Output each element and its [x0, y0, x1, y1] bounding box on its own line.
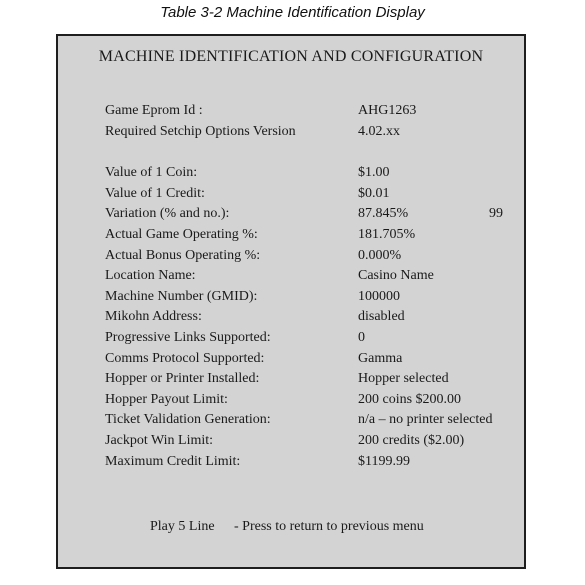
hopper-payout-limit-value: 200 coins $200.00	[358, 391, 462, 407]
progressive-links-value: 0	[358, 329, 365, 345]
row-coin-value	[105, 163, 505, 184]
mikohn-address-label: Mikohn Address:	[105, 309, 202, 325]
setchip-version-value: 4.02.xx	[358, 123, 400, 139]
return-hint: - Press to return to previous menu	[234, 519, 424, 534]
variation-number: 99	[489, 206, 503, 222]
row-hopper-payout-limit	[105, 390, 505, 411]
machine-id-screen	[56, 34, 526, 569]
row-game-operating	[105, 225, 505, 246]
coin-value-label: Value of 1 Coin:	[105, 165, 198, 181]
row-machine-number	[105, 287, 505, 308]
game-operating-label: Actual Game Operating %:	[105, 226, 258, 242]
max-credit-limit-value: $1199.99	[358, 453, 410, 469]
comms-protocol-label: Comms Protocol Supported:	[105, 350, 265, 366]
variation-label: Variation (% and no.):	[105, 206, 230, 222]
row-mikohn-address	[105, 307, 505, 328]
row-credit-value	[105, 184, 505, 205]
game-eprom-id-label: Game Eprom Id :	[105, 103, 203, 118]
hopper-payout-limit-label: Hopper Payout Limit:	[105, 391, 228, 407]
hopper-printer-value: Hopper selected	[358, 371, 449, 387]
hopper-printer-label: Hopper or Printer Installed:	[105, 371, 260, 387]
row-comms-protocol	[105, 349, 505, 370]
table-caption: Table 3-2 Machine Identification Display	[160, 4, 425, 21]
game-eprom-id-value: AHG1263	[358, 103, 417, 118]
bonus-operating-value: 0.000%	[358, 247, 402, 263]
row-progressive-links	[105, 328, 505, 349]
row-ticket-validation	[105, 410, 505, 431]
screen-title: MACHINE IDENTIFICATION AND CONFIGURATION	[98, 48, 484, 65]
comms-protocol-value: Gamma	[358, 350, 403, 366]
jackpot-win-limit-value: 200 credits ($2.00)	[358, 432, 465, 448]
ticket-validation-label: Ticket Validation Generation:	[105, 412, 271, 428]
coin-value-value: $1.00	[358, 165, 390, 181]
setchip-version-label: Required Setchip Options Version	[105, 123, 296, 139]
play-5-line-button-label[interactable]: Play 5 Line	[150, 519, 215, 534]
row-setchip-version	[105, 122, 505, 143]
row-location-name	[105, 266, 505, 287]
row-jackpot-win-limit	[105, 431, 505, 452]
progressive-links-label: Progressive Links Supported:	[105, 329, 271, 345]
max-credit-limit-label: Maximum Credit Limit:	[105, 453, 241, 469]
location-name-value: Casino Name	[358, 268, 434, 284]
machine-number-value: 100000	[358, 288, 400, 304]
mikohn-address-value: disabled	[358, 309, 405, 325]
ticket-validation-value: n/a – no printer selected	[358, 412, 493, 428]
config-list	[105, 101, 505, 472]
bonus-operating-label: Actual Bonus Operating %:	[105, 247, 261, 263]
location-name-label: Location Name:	[105, 268, 196, 284]
row-max-credit-limit	[105, 452, 505, 473]
jackpot-win-limit-label: Jackpot Win Limit:	[105, 432, 214, 448]
machine-number-label: Machine Number (GMID):	[105, 288, 258, 304]
row-variation	[105, 204, 505, 225]
credit-value-label: Value of 1 Credit:	[105, 185, 205, 201]
row-game-eprom-id	[105, 101, 505, 122]
game-operating-value: 181.705%	[358, 226, 416, 242]
row-hopper-printer	[105, 369, 505, 390]
row-bonus-operating	[105, 246, 505, 267]
credit-value-value: $0.01	[358, 185, 390, 201]
group-spacer	[105, 142, 505, 163]
variation-percent: 87.845%	[358, 206, 409, 222]
